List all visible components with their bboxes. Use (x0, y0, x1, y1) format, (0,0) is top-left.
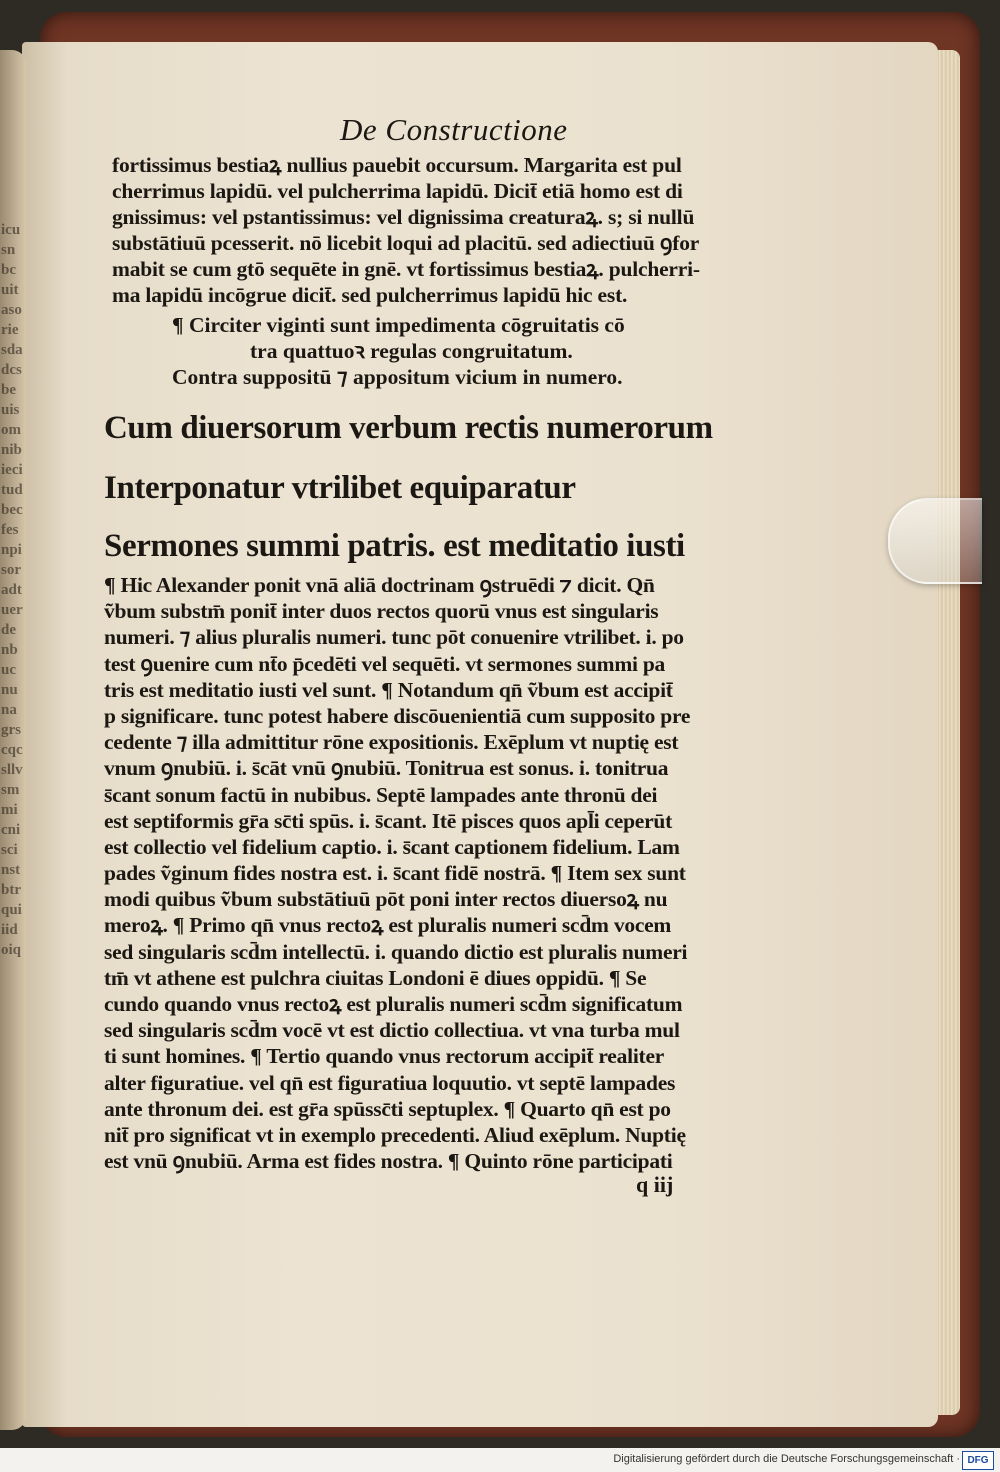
rule-line: ¶ Circiter viginti sunt impedimenta cōgruitatis cō (172, 313, 625, 337)
text-line: cherrimus lapidū. vel pulcherrima lapidū. Dicit̄ etiā homo est di (112, 179, 683, 203)
left-page-fragment (0, 50, 26, 1430)
verse-line: Interponatur vtrilibet equiparatur (104, 470, 576, 506)
text-line: est septiformis gr̄a sc̄ti spūs. i. s̄cant. Itē pisces quos apl̄i ceperūt (104, 808, 673, 833)
text-line: ante thronum dei. est gr̄a spūssc̄ti septuplex. ¶ Quarto qn̄ est po (104, 1096, 671, 1121)
text-line: ma lapidū incōgrue dicit̄. sed pulcherrimus lapidū hic est. (112, 283, 628, 307)
text-line: numeri. ⁊ alius pluralis numeri. tunc pōt conuenire vtrilibet. i. po (104, 625, 684, 650)
commentary (104, 572, 690, 1174)
text-line: meroꝝ. ¶ Primo qn̄ vnus rectoꝝ est pluralis numeri scd̄m vocem (104, 913, 672, 938)
paragraph-opening (112, 152, 700, 308)
verse-line: Cum diuersorum verbum rectis numerorum (104, 410, 713, 446)
footer-credit: Digitalisierung gefördert durch die Deutsche Forschungsgemeinschaft · (613, 1453, 960, 1465)
text-line: nit̄ pro significat vt in exemplo precedenti. Aliud exēplum. Nuptię (104, 1122, 686, 1147)
text-line: sed singularis scd̄m vocē vt est dictio collectiua. vt vna turba mul (104, 1018, 680, 1043)
text-line: tris est meditatio iusti vel sunt. ¶ Notandum qn̄ ṽbum est accipit̄ (104, 677, 673, 702)
text-line: gnissimus: vel pstantissimus: vel dignissima creaturaꝝ. s; si nullū (112, 205, 695, 229)
text-line: ¶ Hic Alexander ponit vnā aliā doctrinam ꝯstruēdi ⁊ dicit. Qn̄ (104, 573, 655, 597)
text-line: est vnū ꝯnubiū. Arma est fides nostra. ¶ Quinto rōne participati (104, 1149, 673, 1174)
text-line: ṽbum substm̄ ponit̄ inter duos rectos quorū vnus est singularis (104, 599, 659, 624)
text-line: test ꝯuenire cum nt̄o p̄cedēti vel sequēti. vt sermones summi pa (104, 651, 666, 676)
verse-line: Sermones summi patris. est meditatio iusti (104, 528, 685, 564)
dfg-logo: DFG (962, 1451, 994, 1470)
rule-section (172, 312, 625, 390)
text-line: vnum ꝯnubiū. i. s̄cāt vnū ꝯnubiū. Tonitrua est sonus. i. tonitrua (104, 756, 669, 781)
text-line: cedente ⁊ illa admittitur rōne expositionis. Exēplum vt nuptię est (104, 730, 679, 755)
text-line: cundo quando vnus rectoꝝ est pluralis numeri scd̄m significatum (104, 992, 683, 1016)
left-page-text: icusnbcuitasoriesdadcsbeuisomnibiecitudbecfesnpisoradtuerdenbucnunagrscqcsllvsmmicniscinstbtrquiiidoiq (1, 222, 23, 958)
rule-line: Contra suppositū ⁊ appositum vicium in numero. (172, 365, 623, 389)
text-line: tm̄ vt athene est pulchra ciuitas Londoni ē diues oppidū. ¶ Se (104, 965, 647, 990)
glass-clip (888, 498, 982, 584)
text-line: fortissimus bestiaꝝ nullius pauebit occursum. Margarita est pul (112, 153, 682, 177)
text-line: est collectio vel fidelium captio. i. s̄cant captionem fidelium. Lam (104, 834, 680, 859)
text-line: sed singularis scd̄m intellectū. i. quando dictio est pluralis numeri (104, 939, 688, 964)
page-header: De Constructione (340, 112, 568, 147)
text-line: substātiuū pcesserit. nō licebit loqui ad placitū. sed adiectiuū ꝯfor (112, 231, 700, 255)
signature-mark: q iij (636, 1172, 674, 1197)
rule-line: tra quattuoꝛ regulas congruitatum. (250, 339, 573, 363)
text-line: modi quibus ṽbum substātiuū pōt poni inter rectos diuersoꝝ nu (104, 887, 668, 912)
text-line: mabit se cum gtō sequēte in gnē. vt fortissimus bestiaꝝ. pulcherri- (112, 257, 700, 281)
text-line: ti sunt homines. ¶ Tertio quando vnus rectorum accipit̄ realiter (104, 1044, 665, 1069)
text-line: s̄cant sonum factū in nubibus. Septē lampades ante thronū dei (104, 782, 658, 807)
footer-bar (0, 1448, 1000, 1472)
text-line: p significare. tunc potest habere discōuenientiā cum supposito pre (104, 703, 691, 728)
text-line: alter figuratiue. vel qn̄ est figuratiua loquutio. vt septē lampades (104, 1070, 676, 1095)
text-line: pades ṽginum fides nostra est. i. s̄cant fidē nostrā. ¶ Item sex sunt (104, 861, 686, 886)
